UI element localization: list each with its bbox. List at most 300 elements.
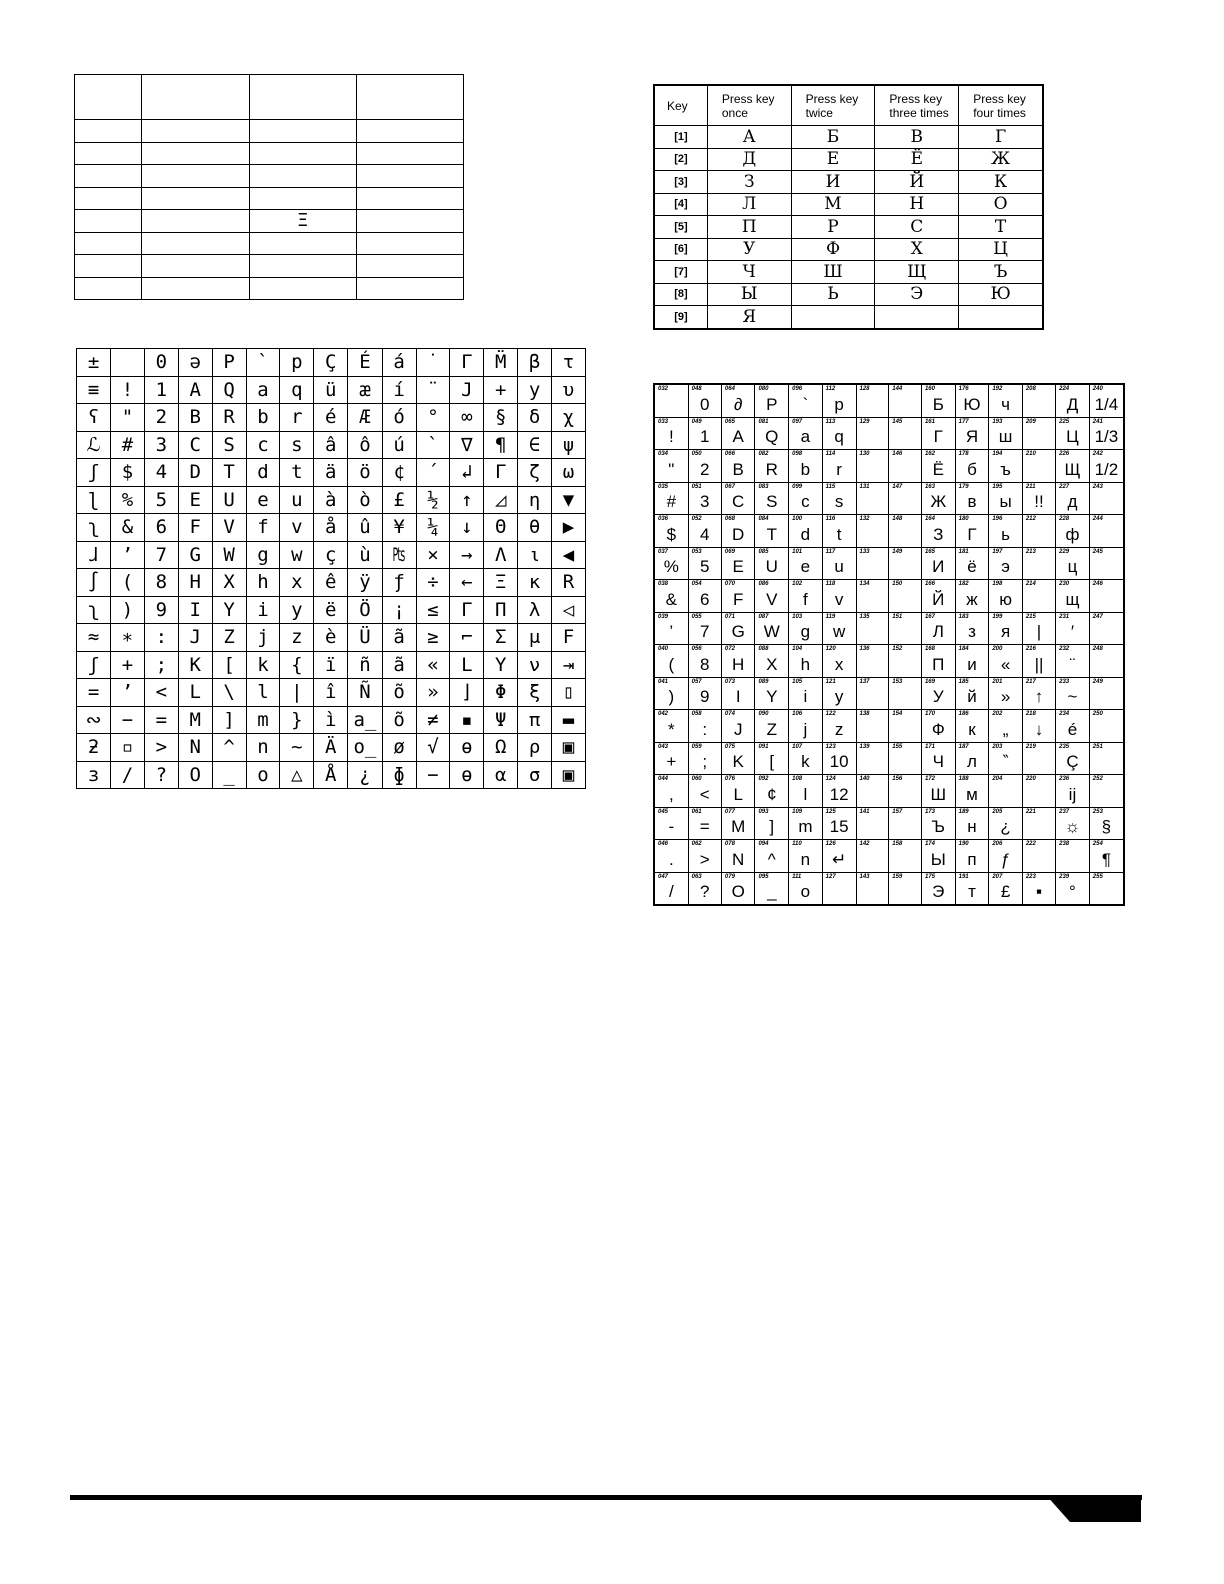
table-row bbox=[654, 515, 1124, 548]
code-cell bbox=[721, 710, 755, 743]
code-cell bbox=[921, 384, 955, 417]
code-number: 147 bbox=[892, 483, 903, 490]
lcd-glyph-cell: é bbox=[314, 404, 348, 432]
lcd-glyph-cell: ≥ bbox=[416, 624, 450, 652]
code-glyph: $ bbox=[666, 524, 677, 544]
code-cell bbox=[1056, 515, 1090, 548]
table-row bbox=[654, 171, 1043, 194]
code-cell bbox=[921, 807, 955, 840]
lcd-glyph-cell: ◁ bbox=[552, 596, 586, 624]
letter-cell: Д bbox=[707, 148, 791, 171]
code-glyph: § bbox=[1101, 817, 1112, 837]
lcd-glyph-cell: ì bbox=[314, 706, 348, 734]
code-number: 091 bbox=[758, 743, 769, 750]
code-cell bbox=[755, 807, 789, 840]
code-cell bbox=[856, 742, 889, 775]
code-glyph bbox=[889, 397, 921, 405]
code-glyph: g bbox=[800, 622, 811, 642]
code-cell bbox=[989, 872, 1023, 905]
code-glyph: R bbox=[765, 459, 778, 479]
code-glyph: z bbox=[834, 719, 844, 739]
code-glyph bbox=[857, 624, 889, 632]
lcd-glyph-cell: M bbox=[178, 706, 212, 734]
code-number: 230 bbox=[1059, 581, 1070, 587]
lcd-glyph-cell: n bbox=[246, 734, 280, 762]
code-cell bbox=[955, 742, 989, 775]
lcd-glyph-cell: ñ bbox=[348, 651, 382, 679]
code-number: 251 bbox=[1092, 743, 1103, 750]
code-cell bbox=[889, 677, 922, 710]
page-tab bbox=[1046, 1495, 1141, 1522]
code-number: 081 bbox=[758, 418, 769, 425]
code-cell bbox=[789, 515, 823, 548]
code-glyph: ` bbox=[802, 394, 809, 414]
lcd-glyph-cell: z bbox=[280, 624, 314, 652]
table-cell: Ξ bbox=[249, 210, 356, 233]
code-cell bbox=[1022, 450, 1055, 483]
code-glyph: U bbox=[765, 557, 778, 577]
lcd-glyph-cell: O bbox=[178, 761, 212, 789]
code-glyph bbox=[1090, 527, 1123, 535]
lcd-glyph-cell: ç bbox=[314, 541, 348, 569]
lcd-glyph-cell: χ bbox=[552, 404, 586, 432]
lcd-glyph-cell: Ξ bbox=[484, 569, 518, 597]
code-glyph: н bbox=[967, 817, 977, 837]
code-number: 117 bbox=[825, 548, 836, 555]
code-glyph bbox=[1023, 397, 1055, 405]
code-number: 066 bbox=[724, 451, 735, 457]
code-glyph: E bbox=[732, 557, 744, 577]
code-cell bbox=[1022, 872, 1055, 905]
lcd-glyph-cell: ◿ bbox=[484, 486, 518, 514]
code-cell bbox=[955, 384, 989, 417]
lcd-glyph-cell: ₧ bbox=[382, 541, 416, 569]
code-cell bbox=[654, 482, 688, 515]
code-glyph: ’ bbox=[669, 622, 674, 642]
code-number: 138 bbox=[859, 711, 870, 717]
code-glyph: щ bbox=[1065, 589, 1080, 609]
table-cell bbox=[356, 255, 463, 278]
code-cell bbox=[688, 677, 721, 710]
code-glyph: x bbox=[834, 654, 844, 674]
lcd-glyph-cell: [ bbox=[212, 651, 246, 679]
lcd-glyph-cell: Ñ bbox=[348, 679, 382, 707]
lcd-glyph-cell: Γ bbox=[484, 459, 518, 487]
table-row bbox=[75, 165, 464, 188]
code-number: 105 bbox=[792, 678, 803, 685]
table-row bbox=[654, 742, 1124, 775]
code-cell bbox=[688, 807, 721, 840]
code-number: 232 bbox=[1059, 646, 1070, 652]
code-cell bbox=[822, 742, 856, 775]
table-row bbox=[75, 187, 464, 210]
code-cell bbox=[755, 547, 789, 580]
letter-cell: Ф bbox=[791, 238, 875, 261]
letter-cell: Ю bbox=[959, 283, 1043, 306]
code-cell bbox=[989, 710, 1023, 743]
lcd-glyph-cell: T bbox=[212, 459, 246, 487]
code-glyph: ] bbox=[769, 817, 775, 837]
code-glyph: || bbox=[1034, 654, 1044, 674]
code-cell bbox=[1089, 384, 1124, 417]
code-glyph: b bbox=[800, 459, 811, 479]
code-glyph bbox=[857, 819, 889, 827]
table-row bbox=[654, 261, 1043, 284]
code-number: 168 bbox=[924, 646, 935, 652]
code-cell bbox=[921, 547, 955, 580]
code-number: 087 bbox=[758, 613, 769, 620]
code-number: 039 bbox=[658, 613, 669, 620]
code-number: 076 bbox=[724, 776, 735, 782]
table-row bbox=[77, 486, 586, 514]
code-number: 037 bbox=[658, 548, 669, 555]
lcd-glyph-cell: f bbox=[246, 514, 280, 542]
code-number: 165 bbox=[924, 548, 935, 555]
code-cell bbox=[789, 612, 823, 645]
code-number: 224 bbox=[1059, 386, 1070, 392]
code-number: 228 bbox=[1059, 516, 1070, 522]
code-number: 188 bbox=[958, 776, 969, 782]
code-glyph bbox=[1023, 559, 1055, 567]
lcd-glyph-cell: & bbox=[111, 514, 145, 542]
lcd-glyph-cell: v bbox=[280, 514, 314, 542]
letter-cell: Г bbox=[959, 126, 1043, 149]
code-cell bbox=[789, 840, 823, 873]
lcd-glyph-cell: ( bbox=[111, 569, 145, 597]
code-number: 197 bbox=[992, 548, 1003, 555]
code-cell bbox=[688, 384, 721, 417]
code-cell bbox=[1056, 840, 1090, 873]
table-row bbox=[654, 580, 1124, 613]
code-number: 124 bbox=[825, 776, 836, 782]
code-number: 067 bbox=[724, 483, 735, 490]
table-cell bbox=[75, 255, 142, 278]
code-glyph: з bbox=[968, 622, 976, 642]
lcd-glyph-cell: ë bbox=[314, 596, 348, 624]
table-cell bbox=[356, 277, 463, 300]
table-row bbox=[75, 210, 464, 233]
code-cell bbox=[856, 547, 889, 580]
code-cell bbox=[856, 384, 889, 417]
code-cell bbox=[955, 807, 989, 840]
lcd-glyph-cell: + bbox=[484, 376, 518, 404]
code-cell bbox=[755, 872, 789, 905]
lcd-glyph-cell: V bbox=[212, 514, 246, 542]
code-number: 200 bbox=[992, 646, 1003, 652]
code-cell bbox=[1056, 450, 1090, 483]
lcd-glyph-cell: λ bbox=[518, 596, 552, 624]
code-cell bbox=[721, 547, 755, 580]
code-glyph: T bbox=[766, 524, 777, 544]
code-number: 184 bbox=[958, 646, 969, 652]
code-number: 060 bbox=[691, 776, 702, 782]
lcd-glyph-cell: A bbox=[178, 376, 212, 404]
table-row bbox=[77, 596, 586, 624]
code-glyph: n bbox=[800, 849, 811, 869]
code-glyph bbox=[1090, 689, 1123, 697]
table-row bbox=[654, 482, 1124, 515]
lcd-glyph-cell: b bbox=[246, 404, 280, 432]
code-glyph: L bbox=[733, 784, 743, 804]
key-label: [3] bbox=[654, 171, 707, 194]
code-cell bbox=[955, 612, 989, 645]
code-number: 104 bbox=[792, 646, 803, 652]
code-glyph: ′ bbox=[1070, 622, 1075, 642]
code-glyph: ? bbox=[700, 882, 710, 902]
lcd-glyph-cell: " bbox=[111, 404, 145, 432]
code-glyph: B bbox=[732, 459, 744, 479]
lcd-glyph-cell: Q bbox=[212, 376, 246, 404]
code-number: 142 bbox=[859, 841, 870, 847]
code-number: 090 bbox=[758, 711, 769, 717]
lcd-glyph-cell: { bbox=[280, 651, 314, 679]
code-glyph bbox=[1090, 559, 1123, 567]
letter-cell: О bbox=[959, 193, 1043, 216]
code-cell bbox=[1056, 645, 1090, 678]
lcd-glyph-cell: G bbox=[178, 541, 212, 569]
lcd-glyph-cell: Ü bbox=[348, 624, 382, 652]
lcd-glyph-cell: 8 bbox=[144, 569, 178, 597]
code-cell bbox=[856, 710, 889, 743]
code-number: 187 bbox=[958, 743, 969, 750]
lcd-glyph-cell: ò bbox=[348, 486, 382, 514]
code-cell bbox=[822, 384, 856, 417]
code-number: 183 bbox=[958, 613, 969, 620]
code-number: 106 bbox=[792, 711, 803, 717]
code-number: 160 bbox=[924, 386, 935, 392]
lcd-glyph-cell: ↲ bbox=[450, 459, 484, 487]
lcd-glyph-cell: ɭ bbox=[77, 486, 111, 514]
code-glyph: Ё bbox=[932, 459, 944, 479]
table-cell bbox=[75, 232, 142, 255]
key-label: [8] bbox=[654, 283, 707, 306]
code-cell bbox=[755, 450, 789, 483]
lcd-glyph-cell: ↑ bbox=[450, 486, 484, 514]
code-number: 086 bbox=[758, 581, 769, 587]
code-number: 132 bbox=[859, 516, 870, 522]
lcd-glyph-cell: H bbox=[178, 569, 212, 597]
code-cell bbox=[721, 807, 755, 840]
code-cell bbox=[955, 710, 989, 743]
table-cell bbox=[249, 277, 356, 300]
code-cell bbox=[856, 775, 889, 808]
code-number: 208 bbox=[1025, 386, 1036, 392]
code-glyph: v bbox=[834, 589, 844, 609]
code-number: 170 bbox=[924, 711, 935, 717]
code-cell bbox=[989, 417, 1023, 450]
code-cell bbox=[721, 612, 755, 645]
letter-cell: Я bbox=[707, 306, 791, 329]
lcd-glyph-cell: S bbox=[212, 431, 246, 459]
table-row bbox=[654, 216, 1043, 239]
code-glyph: ↓ bbox=[1034, 719, 1044, 739]
lcd-glyph-cell: X bbox=[212, 569, 246, 597]
code-glyph bbox=[857, 494, 889, 502]
code-cell bbox=[654, 677, 688, 710]
code-cell bbox=[856, 580, 889, 613]
code-number: 032 bbox=[658, 386, 669, 392]
code-glyph: 3 bbox=[700, 492, 710, 512]
letter-cell: Т bbox=[959, 216, 1043, 239]
letter-cell bbox=[791, 306, 875, 329]
lcd-glyph-cell: ξ bbox=[518, 679, 552, 707]
code-cell bbox=[1056, 482, 1090, 515]
code-number: 040 bbox=[658, 646, 669, 652]
table-row bbox=[654, 710, 1124, 743]
key-label: [2] bbox=[654, 148, 707, 171]
lcd-glyph-cell: ʃ bbox=[77, 651, 111, 679]
lcd-glyph-cell: ¢ bbox=[382, 459, 416, 487]
lcd-glyph-cell: 3 bbox=[144, 431, 178, 459]
code-glyph: A bbox=[732, 427, 744, 447]
lcd-glyph-cell: % bbox=[111, 486, 145, 514]
lcd-glyph-cell: £ bbox=[382, 486, 416, 514]
table-row bbox=[654, 417, 1124, 450]
code-number: 244 bbox=[1092, 516, 1103, 522]
code-number: 145 bbox=[892, 418, 903, 425]
letter-cell: Б bbox=[791, 126, 875, 149]
code-glyph: ы bbox=[999, 492, 1012, 512]
lcd-glyph-cell: Ç bbox=[314, 349, 348, 377]
code-glyph bbox=[1023, 754, 1055, 762]
code-number: 102 bbox=[792, 581, 803, 587]
code-cell bbox=[688, 742, 721, 775]
code-cell bbox=[654, 417, 688, 450]
code-cell bbox=[1022, 580, 1055, 613]
code-cell bbox=[822, 547, 856, 580]
code-glyph: ю bbox=[999, 589, 1012, 609]
lcd-glyph-cell: w bbox=[280, 541, 314, 569]
code-number: 146 bbox=[892, 451, 903, 457]
table-cell bbox=[142, 255, 249, 278]
code-number: 179 bbox=[958, 483, 969, 490]
code-number: 130 bbox=[859, 451, 870, 457]
table-cell bbox=[356, 165, 463, 188]
lcd-glyph-cell: ∞ bbox=[450, 404, 484, 432]
lcd-glyph-cell: 7 bbox=[144, 541, 178, 569]
code-cell bbox=[989, 775, 1023, 808]
code-cell bbox=[921, 482, 955, 515]
code-number: 173 bbox=[924, 808, 935, 815]
code-glyph: ) bbox=[668, 687, 675, 707]
table-cell bbox=[249, 255, 356, 278]
code-number: 103 bbox=[792, 613, 803, 620]
code-cell bbox=[889, 840, 922, 873]
code-cell bbox=[822, 840, 856, 873]
code-number: 127 bbox=[825, 873, 836, 880]
code-number: 191 bbox=[958, 873, 969, 880]
code-glyph: ъ bbox=[1000, 459, 1011, 479]
code-number: 255 bbox=[1092, 873, 1103, 880]
code-number: 113 bbox=[825, 418, 836, 425]
lcd-glyph-cell: √ bbox=[416, 734, 450, 762]
lcd-glyph-cell: K bbox=[178, 651, 212, 679]
code-number: 080 bbox=[758, 386, 769, 392]
table-cell bbox=[75, 277, 142, 300]
table-row bbox=[654, 384, 1124, 417]
code-glyph bbox=[857, 429, 889, 437]
lcd-glyph-cell: L bbox=[178, 679, 212, 707]
code-glyph: S bbox=[766, 492, 778, 512]
lcd-glyph-cell: ` bbox=[416, 431, 450, 459]
code-cell bbox=[955, 840, 989, 873]
code-cell bbox=[822, 710, 856, 743]
code-cell bbox=[755, 677, 789, 710]
letter-cell: К bbox=[959, 171, 1043, 194]
code-cell bbox=[889, 612, 922, 645]
lcd-glyph-cell: ℒ bbox=[77, 431, 111, 459]
code-cell bbox=[654, 547, 688, 580]
code-number: 217 bbox=[1025, 678, 1036, 685]
code-cell bbox=[889, 807, 922, 840]
lcd-glyph-cell: ≠ bbox=[416, 706, 450, 734]
code-number: 052 bbox=[691, 516, 702, 522]
code-number: 172 bbox=[924, 776, 935, 782]
key-label: [9] bbox=[654, 306, 707, 329]
code-cell bbox=[889, 482, 922, 515]
letter-cell: П bbox=[707, 216, 791, 239]
code-number: 121 bbox=[825, 678, 836, 685]
header-key: Key bbox=[654, 85, 707, 126]
lcd-glyph-cell: ƒ bbox=[382, 569, 416, 597]
code-glyph: i bbox=[803, 687, 808, 707]
code-cell bbox=[1056, 742, 1090, 775]
code-number: 202 bbox=[992, 711, 1003, 717]
code-glyph: п bbox=[967, 849, 977, 869]
code-glyph bbox=[889, 884, 921, 892]
code-cell bbox=[822, 677, 856, 710]
code-cell bbox=[755, 840, 789, 873]
code-cell bbox=[755, 384, 789, 417]
lcd-glyph-cell: Y bbox=[212, 596, 246, 624]
code-glyph: 12 bbox=[829, 784, 849, 804]
code-number: 175 bbox=[924, 873, 935, 880]
lcd-glyph-cell: ɵ bbox=[450, 734, 484, 762]
lcd-glyph-cell: × bbox=[416, 541, 450, 569]
lcd-glyph-cell: F bbox=[178, 514, 212, 542]
code-glyph: Г bbox=[933, 427, 943, 447]
code-number: 056 bbox=[691, 646, 702, 652]
lcd-glyph-cell: q bbox=[280, 376, 314, 404]
code-number: 036 bbox=[658, 516, 669, 522]
code-number: 245 bbox=[1092, 548, 1103, 555]
code-cell bbox=[1089, 482, 1124, 515]
code-cell bbox=[1089, 450, 1124, 483]
code-cell bbox=[755, 612, 789, 645]
code-cell bbox=[921, 872, 955, 905]
code-cell bbox=[889, 775, 922, 808]
code-cell bbox=[688, 872, 721, 905]
code-cell bbox=[822, 417, 856, 450]
table-cell bbox=[75, 120, 142, 143]
code-glyph: Д bbox=[1066, 394, 1079, 414]
table-cell bbox=[249, 232, 356, 255]
code-number: 216 bbox=[1025, 646, 1036, 652]
code-number: 203 bbox=[992, 743, 1003, 750]
code-glyph: 5 bbox=[700, 557, 710, 577]
code-number: 214 bbox=[1025, 581, 1036, 587]
lcd-glyph-cell: ν bbox=[518, 651, 552, 679]
table-cell bbox=[75, 142, 142, 165]
code-glyph: 1/2 bbox=[1094, 459, 1119, 479]
lcd-glyph-cell: u bbox=[280, 486, 314, 514]
lcd-glyph-cell: û bbox=[348, 514, 382, 542]
lcd-glyph-cell: ɺ bbox=[77, 541, 111, 569]
code-glyph bbox=[889, 592, 921, 600]
table-row bbox=[75, 75, 464, 120]
table-cell bbox=[356, 142, 463, 165]
code-number: 075 bbox=[724, 743, 735, 750]
